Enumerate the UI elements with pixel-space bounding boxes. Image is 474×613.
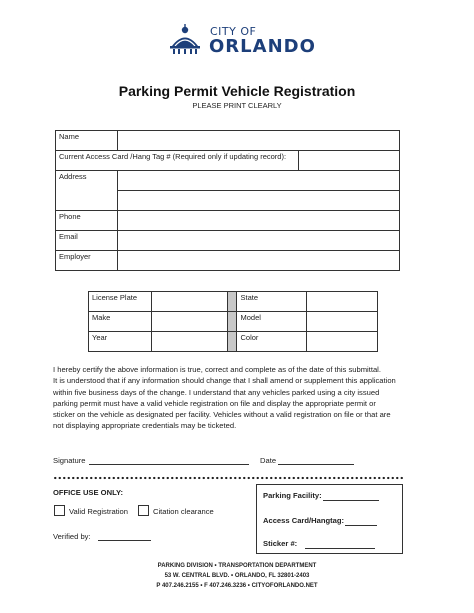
make-label: Make xyxy=(89,312,152,332)
signature-field[interactable] xyxy=(89,464,249,465)
logo-name-text: ORLANDO xyxy=(209,36,316,57)
citation-clearance-checkbox[interactable] xyxy=(138,505,149,516)
valid-registration-checkbox[interactable] xyxy=(54,505,65,516)
vehicle-info-table xyxy=(88,291,378,352)
year-field[interactable] xyxy=(151,332,227,352)
table-divider xyxy=(227,312,237,332)
model-field[interactable] xyxy=(307,312,378,332)
access-card-hangtag-label: Access Card/Hangtag: xyxy=(263,516,345,525)
verified-by-label: Verified by: xyxy=(53,532,91,541)
office-use-heading: OFFICE USE ONLY: xyxy=(53,488,124,497)
year-label: Year xyxy=(89,332,152,352)
footer-contact: P 407.246.2155 • F 407.246.3236 • CITYOFORLANDO.NET xyxy=(156,583,318,589)
city-hall-dome-icon xyxy=(166,22,204,56)
access-card-hangtag-field[interactable] xyxy=(345,525,377,526)
email-label: Email xyxy=(56,231,118,251)
date-label: Date xyxy=(260,456,277,465)
valid-registration-label: Valid Registration xyxy=(69,507,128,516)
footer-address: 53 W. CENTRAL BLVD. • ORLANDO, FL 32801-2403 xyxy=(164,573,310,579)
phone-field[interactable] xyxy=(117,211,399,231)
employer-label: Employer xyxy=(56,251,118,271)
signature-label: Signature xyxy=(53,456,86,465)
name-field[interactable] xyxy=(117,131,399,151)
certification-line: within five business days of the change. I understand that any vehicles parked using a city issued xyxy=(53,387,380,397)
access-card-label: Current Access Card /Hang Tag # (Required only if updating record): xyxy=(56,151,299,171)
table-divider xyxy=(227,292,237,312)
name-label: Name xyxy=(56,131,118,151)
address-field-line2[interactable] xyxy=(117,191,399,211)
license-plate-label: License Plate xyxy=(89,292,152,312)
phone-label: Phone xyxy=(56,211,118,231)
certification-line: parking permit must have a valid vehicle registration on file and display the appropriate permit or xyxy=(53,398,376,408)
city-logo xyxy=(166,22,316,58)
model-label: Model xyxy=(237,312,307,332)
logo-city-text: CITY OF xyxy=(210,25,257,38)
state-field[interactable] xyxy=(307,292,378,312)
page-title: Parking Permit Vehicle Registration xyxy=(118,83,356,99)
certification-statement xyxy=(53,364,423,432)
parking-facility-label: Parking Facility: xyxy=(263,491,322,500)
office-use-box xyxy=(256,484,403,554)
address-field-line1[interactable] xyxy=(117,171,399,191)
page-subtitle: PLEASE PRINT CLEARLY xyxy=(192,101,282,110)
access-card-field[interactable] xyxy=(299,151,400,171)
applicant-info-table xyxy=(55,130,400,271)
verified-by-field[interactable] xyxy=(98,540,151,541)
parking-facility-field[interactable] xyxy=(323,500,379,501)
state-label: State xyxy=(237,292,307,312)
certification-line: I hereby certify the above information is true, correct and complete as of the date of this submittal. xyxy=(53,365,381,374)
date-field[interactable] xyxy=(278,464,354,465)
certification-line: not displaying appropriate credentials may be ticketed. xyxy=(53,421,237,431)
license-plate-field[interactable] xyxy=(151,292,227,312)
certification-line: It is understood that if any information should change that I shall amend or supplement this application xyxy=(53,376,396,386)
table-divider xyxy=(227,332,237,352)
certification-line: sticker on the vehicle as designated per facility. Vehicles without a valid registration on file or that are xyxy=(53,410,391,420)
footer-department: PARKING DIVISION • TRANSPORTATION DEPARTMENT xyxy=(157,563,317,569)
sticker-label: Sticker #: xyxy=(263,539,298,548)
employer-field[interactable] xyxy=(117,251,399,271)
make-field[interactable] xyxy=(151,312,227,332)
color-field[interactable] xyxy=(307,332,378,352)
citation-clearance-label: Citation clearance xyxy=(153,507,214,516)
address-label: Address xyxy=(56,171,118,211)
dotted-divider xyxy=(53,476,405,480)
email-field[interactable] xyxy=(117,231,399,251)
color-label: Color xyxy=(237,332,307,352)
sticker-field[interactable] xyxy=(305,548,375,549)
